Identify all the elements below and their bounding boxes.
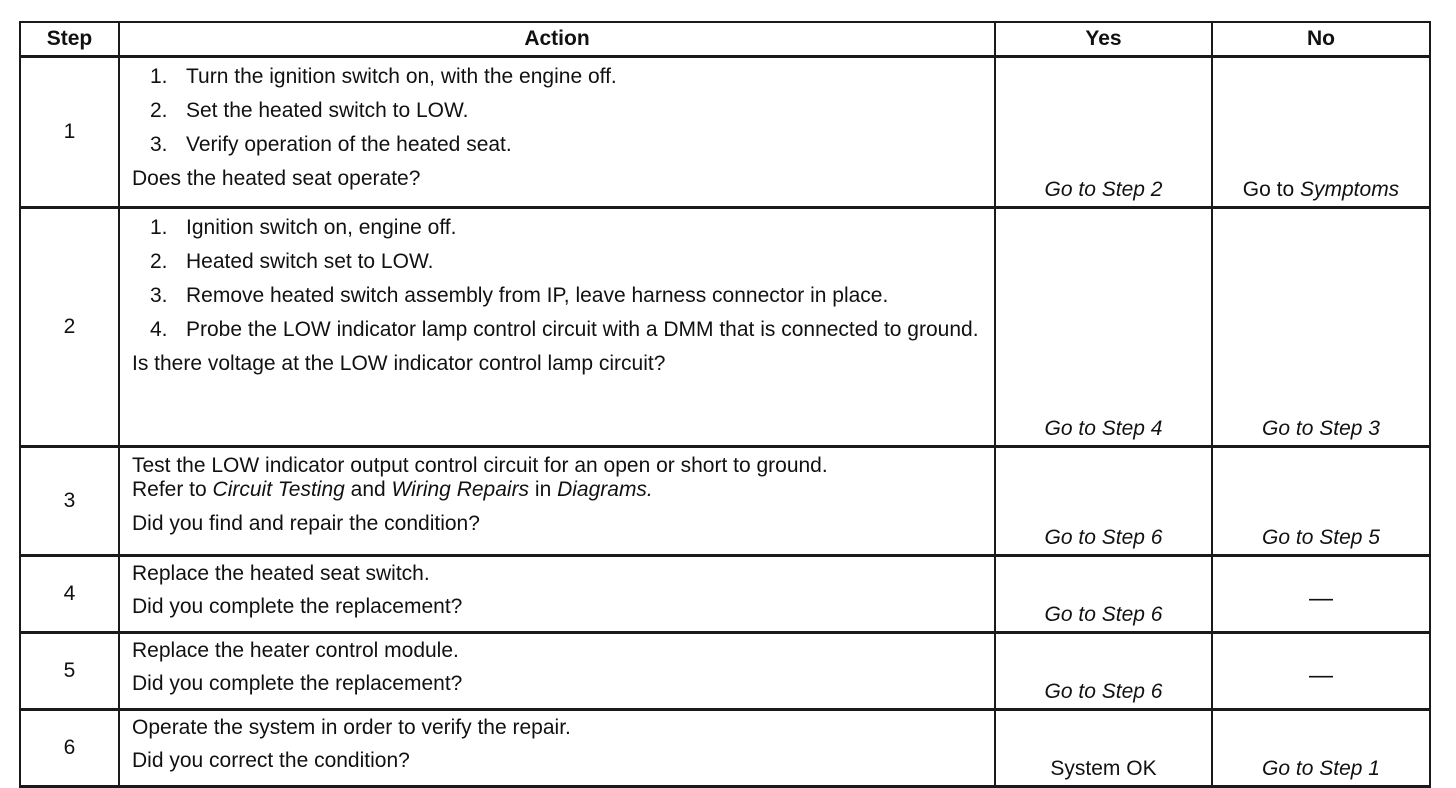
table-row	[20, 710, 1430, 787]
action-cell	[119, 710, 995, 787]
action-cell	[119, 556, 995, 633]
yes-result: Go to Step 6	[995, 447, 1212, 556]
step-number: 3	[20, 447, 119, 556]
question-text: Did you complete the replacement?	[132, 672, 463, 695]
yes-result: System OK	[995, 710, 1212, 787]
action-steps	[132, 215, 984, 342]
no-result: Go to Step 5	[1212, 447, 1430, 556]
header-step: Step	[20, 22, 119, 57]
header-action: Action	[119, 22, 995, 57]
list-item: 1. Turn the ignition switch on, with the engine off.	[150, 65, 617, 88]
action-text: Test the LOW indicator output control circuit for an open or short to ground. Refer to Circuit Testing and Wiring Repairs in Diagrams.	[132, 454, 828, 501]
question-text: Does the heated seat operate?	[132, 167, 421, 190]
question-text: Is there voltage at the LOW indicator control lamp circuit?	[132, 352, 666, 375]
yes-result: Go to Step 6	[995, 556, 1212, 633]
no-result: —	[1212, 556, 1430, 633]
action-text: Replace the heated seat switch.	[132, 562, 430, 585]
step-number: 5	[20, 633, 119, 710]
table-row	[20, 208, 1430, 447]
action-cell	[119, 57, 995, 208]
question-text: Did you correct the condition?	[132, 749, 410, 772]
action-cell	[119, 633, 995, 710]
step-number: 1	[20, 57, 119, 208]
action-steps	[132, 64, 984, 157]
list-item: 4. Probe the LOW indicator lamp control circuit with a DMM that is connected to ground.	[150, 318, 979, 341]
yes-result: Go to Step 6	[995, 633, 1212, 710]
list-item: 3. Verify operation of the heated seat.	[150, 133, 512, 156]
action-text: Replace the heater control module.	[132, 639, 459, 662]
list-item: 3. Remove heated switch assembly from IP, leave harness connector in place.	[150, 284, 889, 307]
header-no: No	[1212, 22, 1430, 57]
action-text: Operate the system in order to verify the repair.	[132, 716, 571, 739]
diagnostic-table	[19, 21, 1431, 788]
step-number: 2	[20, 208, 119, 447]
list-item: 1. Ignition switch on, engine off.	[150, 216, 457, 239]
no-result: —	[1212, 633, 1430, 710]
table-row	[20, 556, 1430, 633]
step-number: 6	[20, 710, 119, 787]
no-result: Go to Symptoms	[1212, 57, 1430, 208]
yes-result: Go to Step 2	[995, 57, 1212, 208]
action-cell	[119, 208, 995, 447]
table-row	[20, 447, 1430, 556]
table-row	[20, 633, 1430, 710]
no-result: Go to Step 1	[1212, 710, 1430, 787]
action-cell	[119, 447, 995, 556]
yes-result: Go to Step 4	[995, 208, 1212, 447]
header-yes: Yes	[995, 22, 1212, 57]
table-row	[20, 57, 1430, 208]
header-row	[20, 22, 1430, 57]
question-text: Did you find and repair the condition?	[132, 512, 480, 535]
no-result: Go to Step 3	[1212, 208, 1430, 447]
question-text: Did you complete the replacement?	[132, 595, 463, 618]
list-item: 2. Set the heated switch to LOW.	[150, 99, 469, 122]
step-number: 4	[20, 556, 119, 633]
list-item: 2. Heated switch set to LOW.	[150, 250, 434, 273]
